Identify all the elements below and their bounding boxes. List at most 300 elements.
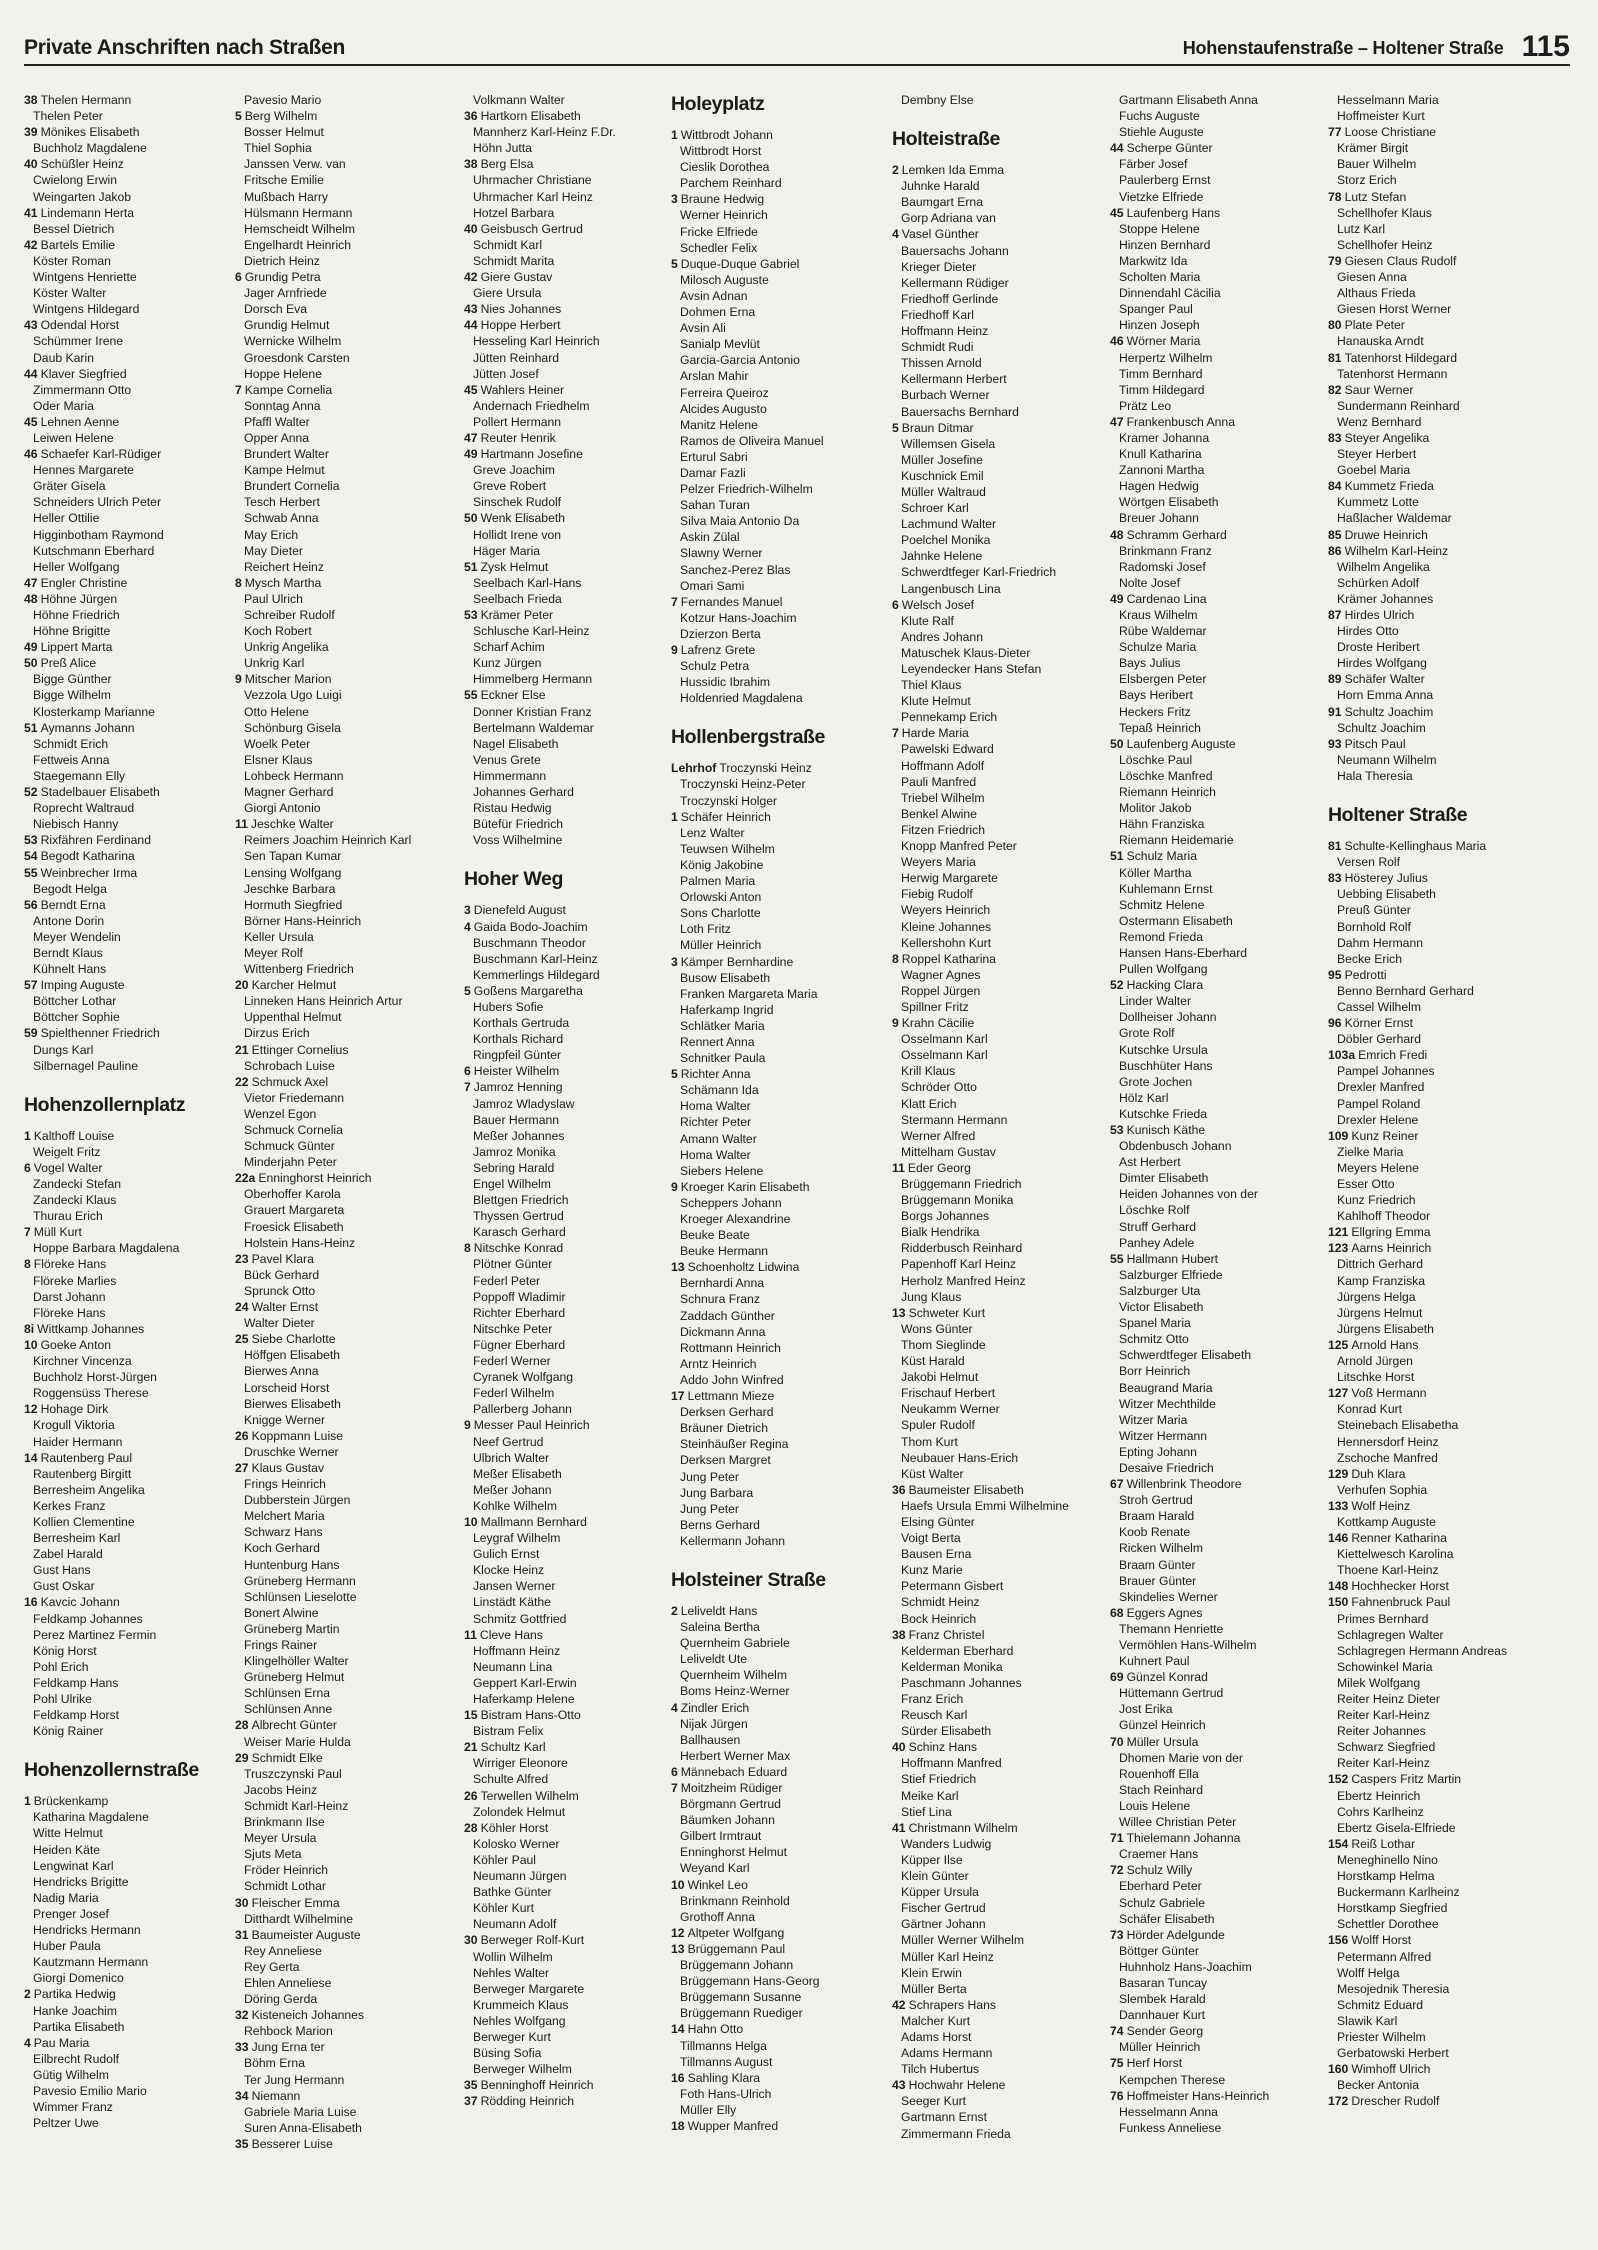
resident-entry: Nitschke Peter [473, 1321, 553, 1336]
house-number-entry [24, 832, 236, 848]
resident-name: Ellgring Emma [1351, 1225, 1431, 1240]
resident-entry: Dorsch Eva [244, 302, 307, 317]
house-number: 13 [892, 1305, 906, 1320]
resident-entry: Vermöhlen Hans-Wilhelm [1119, 1638, 1257, 1652]
resident-name: Schultz Joachim [1344, 704, 1434, 719]
resident-name: Wittbrodt Johann [680, 128, 773, 142]
house-number-entry [671, 1764, 883, 1780]
resident-entry: Homa Walter [680, 1099, 751, 1114]
house-number: 52 [1110, 978, 1124, 993]
house-number-entry [1110, 1251, 1322, 1267]
resident-entry: Triebel Wilhelm [901, 790, 985, 805]
house-number: 21 [464, 1740, 478, 1755]
resident-entry: Oder Maria [33, 398, 94, 413]
resident-entry: Damar Fazli [680, 465, 746, 480]
resident-name: Engler Christine [40, 575, 128, 590]
resident-entry: Hormuth Siegfried [244, 897, 343, 912]
resident-name: Brückenkamp [33, 1794, 109, 1809]
resident-entry: Steyer Herbert [1337, 447, 1417, 462]
resident-entry: Schlünsen Erna [244, 1686, 331, 1701]
resident-entry: Steinebach Elisabetha [1337, 1418, 1459, 1433]
resident-entry: Schmuck Cornelia [244, 1123, 343, 1137]
resident-entry: Klein Günter [901, 1869, 969, 1884]
resident-name: Voß Hermann [1351, 1386, 1427, 1401]
house-number: 49 [24, 640, 38, 655]
resident-entry: Dzierzon Berta [680, 626, 761, 641]
house-number-entry [464, 1417, 676, 1433]
resident-name: Dienefeld August [473, 903, 566, 918]
resident-entry: Bigge Günther [33, 672, 112, 687]
house-number-entry [464, 301, 676, 317]
resident-entry: Dietrich Heinz [244, 253, 320, 268]
house-number-entry [1110, 1122, 1322, 1138]
resident-entry: Böttcher Lothar [33, 994, 117, 1009]
resident-entry: Esser Otto [1337, 1177, 1395, 1191]
resident-entry: Alcides Augusto [680, 401, 767, 416]
resident-name: Arnold Hans [1351, 1337, 1419, 1352]
resident-name: Hartkorn Elisabeth [480, 109, 581, 124]
house-number: 43 [24, 318, 38, 333]
resident-name: Aymanns Johann [40, 720, 135, 735]
resident-entry: Sanchez-Perez Blas [680, 562, 791, 577]
resident-entry: Sonntag Anna [244, 398, 321, 413]
resident-entry: Neef Gertrud [473, 1434, 544, 1449]
resident-entry: Frings Rainer [244, 1638, 318, 1652]
house-number-entry [24, 2035, 236, 2051]
house-number-entry [24, 655, 236, 671]
house-number-entry [24, 237, 236, 253]
house-number-entry [1328, 317, 1540, 333]
resident-entry: Niebisch Hanny [33, 817, 119, 832]
house-number-entry [235, 1927, 447, 1943]
resident-entry: Bück Gerhard [244, 1267, 320, 1282]
house-number-entry [235, 1251, 447, 1267]
house-number: 42 [24, 237, 38, 252]
resident-name: Müll Kurt [33, 1225, 82, 1240]
resident-name: Cardenao Lina [1126, 591, 1207, 606]
house-number: 20 [235, 978, 249, 993]
resident-entry: Müller Karl Heinz [901, 1949, 994, 1964]
house-number-entry [1328, 1594, 1540, 1610]
resident-entry: Rey Gerta [244, 1959, 300, 1974]
resident-entry: Lenz Walter [680, 825, 745, 840]
house-number-entry [24, 124, 236, 140]
house-number-entry [892, 1997, 1104, 2013]
house-number-entry [1110, 1605, 1322, 1621]
house-number-entry [464, 446, 676, 462]
resident-entry: Ebertz Heinrich [1337, 1788, 1421, 1803]
house-number: 57 [24, 978, 38, 993]
resident-entry: Herbert Werner Max [680, 1748, 791, 1763]
house-number: 82 [1328, 382, 1342, 397]
resident-entry: Wons Günter [901, 1321, 973, 1336]
resident-entry: Sanialp Mevlüt [680, 337, 760, 352]
resident-entry: Meneghinello Nino [1337, 1852, 1438, 1867]
resident-name: Schüßler Heinz [40, 157, 124, 172]
house-number-entry [464, 919, 676, 935]
resident-name: Schulz Willy [1126, 1863, 1193, 1878]
resident-entry: Höhn Jutta [473, 141, 532, 156]
house-number: 8 [235, 575, 242, 590]
resident-entry: Cieslik Dorothea [680, 160, 770, 175]
resident-entry: Gorp Adriana van [901, 211, 996, 226]
house-number: 52 [24, 785, 38, 800]
resident-entry: Schlagregen Hermann Andreas [1337, 1643, 1508, 1658]
resident-entry: Kutschke Frieda [1119, 1106, 1208, 1121]
resident-entry: Victor Elisabeth [1119, 1300, 1204, 1315]
resident-entry: Küst Harald [901, 1354, 965, 1369]
resident-entry: Jütten Reinhard [473, 350, 560, 365]
house-number-entry [671, 1941, 883, 1957]
resident-entry: Federl Peter [473, 1273, 541, 1288]
resident-entry: Berns Gerhard [680, 1517, 760, 1532]
house-number: 71 [1110, 1831, 1124, 1846]
house-number-entry [1328, 1466, 1540, 1482]
house-number-entry [1328, 1771, 1540, 1787]
resident-name: Fernandes Manuel [680, 594, 783, 609]
resident-name: Enninghorst Heinrich [258, 1171, 372, 1186]
resident-entry: Köster Roman [33, 253, 111, 268]
resident-name: Braune Hedwig [680, 192, 765, 207]
resident-name: Reuter Henrik [480, 430, 556, 445]
house-number-entry [892, 162, 1104, 178]
resident-entry: Andernach Friedhelm [473, 398, 590, 413]
house-number-entry [24, 1256, 236, 1272]
house-number-entry [1328, 1498, 1540, 1514]
resident-name: Ettinger Cornelius [251, 1042, 349, 1057]
house-number: 12 [671, 1925, 685, 1940]
house-number-entry [24, 848, 236, 864]
resident-entry: Lohbeck Hermann [244, 768, 344, 783]
house-number: 1 [24, 1128, 31, 1143]
resident-entry: Börner Hans-Heinrich [244, 913, 362, 928]
resident-entry: Heiden Johannes von der [1119, 1187, 1258, 1202]
resident-entry: Kutschmann Eberhard [33, 543, 155, 558]
resident-entry: Dickmann Anna [680, 1324, 766, 1339]
resident-entry: Askin Zülal [680, 530, 740, 545]
resident-entry: Uhrmacher Christiane [473, 173, 592, 188]
resident-entry: Osselmann Karl [901, 1032, 988, 1047]
resident-entry: Riemann Heidemarie [1119, 833, 1234, 848]
resident-entry: Börgmann Gertrud [680, 1797, 781, 1812]
resident-entry: Koch Robert [244, 624, 312, 639]
resident-entry: Schreiber Rudolf [244, 608, 335, 622]
house-number: 50 [1110, 736, 1124, 751]
house-number-entry [1328, 607, 1540, 623]
resident-name: Troczynski Heinz [719, 761, 812, 776]
resident-entry: Goebel Maria [1337, 463, 1411, 478]
resident-name: Niemann [251, 2088, 301, 2103]
resident-entry: Brüggemann Monika [901, 1193, 1014, 1208]
house-number: 36 [892, 1482, 906, 1497]
house-number-entry [1328, 1240, 1540, 1256]
resident-entry: Berresheim Karl [33, 1531, 121, 1546]
resident-entry: Günzel Heinrich [1119, 1718, 1206, 1733]
house-number: 36 [464, 109, 478, 124]
resident-entry: Hoppe Barbara Magdalena [33, 1241, 180, 1256]
resident-name: Schäfer Heinrich [680, 809, 771, 824]
resident-entry: Buschhüter Hans [1119, 1058, 1213, 1073]
resident-entry: Suren Anna-Elisabeth [244, 2120, 362, 2135]
resident-entry: Krill Klaus [901, 1064, 956, 1079]
resident-name: Schinz Hans [908, 1740, 977, 1755]
resident-name: Plate Peter [1344, 318, 1405, 333]
resident-entry: Obdenbusch Johann [1119, 1139, 1232, 1154]
resident-entry: Schürken Adolf [1337, 575, 1419, 590]
resident-entry: Vietzke Elfriede [1119, 189, 1204, 204]
resident-entry: Rehbock Marion [244, 2024, 333, 2039]
resident-entry: Döbler Gerhard [1337, 1032, 1421, 1047]
house-number: 41 [24, 205, 38, 220]
resident-entry: Cassel Wilhelm [1337, 999, 1421, 1014]
resident-entry: Salzburger Uta [1119, 1283, 1201, 1298]
resident-name: Rautenberg Paul [40, 1450, 133, 1465]
resident-entry: Brinkmann Reinhold [680, 1893, 790, 1908]
resident-entry: Müller Berta [901, 1981, 967, 1996]
resident-entry: Timm Hildegard [1119, 382, 1205, 397]
resident-entry: Roggensüss Therese [33, 1386, 149, 1401]
resident-entry: Mußbach Harry [244, 189, 328, 204]
page-number: 115 [1521, 30, 1570, 63]
resident-entry: Bertelmann Waldemar [473, 720, 594, 735]
resident-entry: Meßer Elisabeth [473, 1466, 562, 1481]
resident-entry: Köster Walter [33, 286, 107, 301]
resident-entry: Schwab Anna [244, 511, 319, 526]
house-number-entry [464, 902, 676, 918]
resident-entry: Leyendecker Hans Stefan [901, 662, 1042, 676]
resident-entry: Frischauf Herbert [901, 1386, 996, 1401]
resident-name: Rödding Heinrich [480, 2094, 575, 2109]
house-number-entry [235, 1170, 447, 1186]
resident-entry: Witzer Maria [1119, 1412, 1188, 1427]
house-number-entry [1110, 2023, 1322, 2039]
directory-column [671, 92, 883, 2134]
resident-entry: Venus Grete [473, 752, 541, 767]
house-number-entry [1328, 671, 1540, 687]
resident-entry: Fiebig Rudolf [901, 887, 973, 902]
resident-name: Pitsch Paul [1344, 736, 1406, 751]
house-number: 32 [235, 2008, 249, 2023]
resident-entry: Schmidt Karl-Heinz [244, 1798, 349, 1813]
resident-entry: Gulich Ernst [473, 1547, 540, 1562]
house-number: 11 [464, 1627, 477, 1642]
house-number: 9 [671, 1179, 678, 1194]
resident-entry: Holstein Hans-Heinz [244, 1235, 356, 1250]
house-number-entry [1328, 124, 1540, 140]
resident-entry: Meyer Ursula [244, 1831, 317, 1846]
resident-name: Krämer Peter [480, 608, 554, 622]
resident-entry: Milek Wolfgang [1337, 1675, 1421, 1690]
resident-entry: Craemer Hans [1119, 1847, 1199, 1862]
resident-entry: Zolondek Helmut [473, 1804, 566, 1819]
house-number-entry [464, 983, 676, 999]
resident-entry: Siebers Helene [680, 1163, 764, 1178]
resident-entry: Slembek Harald [1119, 1992, 1206, 2007]
resident-name: Wittkamp Johannes [37, 1321, 145, 1336]
resident-entry: Kunz Jürgen [473, 656, 542, 671]
resident-entry: Pennekamp Erich [901, 710, 998, 725]
resident-name: Schramm Gerhard [1126, 527, 1227, 542]
resident-name: Hahn Otto [687, 2022, 744, 2037]
resident-entry: Jung Klaus [901, 1289, 962, 1304]
house-number: 31 [235, 1927, 249, 1942]
resident-entry: Giorgi Domenico [33, 1971, 124, 1986]
resident-name: Schaefer Karl-Rüdiger [40, 447, 162, 462]
resident-entry: Hanke Joachim [33, 2003, 117, 2018]
resident-name: Gaida Bodo-Joachim [473, 919, 588, 934]
resident-entry: Parchem Reinhard [680, 176, 782, 191]
resident-entry: Jung Peter [680, 1501, 739, 1516]
resident-name: Saur Werner [1344, 382, 1414, 397]
resident-entry: Neubauer Hans-Erich [901, 1450, 1019, 1465]
house-number-entry [671, 594, 883, 610]
house-number-entry [235, 816, 447, 832]
resident-name: Bartels Emilie [40, 237, 116, 252]
house-number: 26 [464, 1788, 478, 1803]
resident-name: Männebach Eduard [680, 1764, 788, 1779]
resident-entry: Krogull Viktoria [33, 1418, 115, 1433]
resident-entry: Rey Anneliese [244, 1943, 322, 1958]
resident-entry: Hansen Hans-Eberhard [1119, 945, 1248, 960]
house-number-entry [671, 1179, 883, 1195]
house-number: 4 [464, 919, 471, 934]
resident-entry: Poelchel Monika [901, 533, 991, 548]
house-number-entry [671, 1066, 883, 1082]
resident-name: Flöreke Hans [33, 1257, 107, 1272]
house-number: 7 [671, 1781, 678, 1795]
house-number-entry [464, 1788, 676, 1804]
house-number-entry [24, 1450, 236, 1466]
directory-column [1328, 92, 1540, 2109]
resident-entry: Konrad Kurt [1337, 1402, 1403, 1417]
resident-name: Berg Elsa [480, 157, 534, 172]
house-number-entry [892, 420, 1104, 436]
resident-entry: Hoppe Helene [244, 366, 322, 381]
resident-entry: Hennes Margarete [33, 463, 134, 478]
resident-entry: Hubers Sofie [473, 999, 544, 1014]
resident-entry: Weigelt Fritz [33, 1144, 101, 1159]
resident-entry: Kautzmann Hermann [33, 1955, 149, 1970]
resident-name: Lutz Stefan [1344, 189, 1407, 204]
resident-entry: Weiser Marie Hulda [244, 1734, 351, 1749]
resident-name: Hösterey Julius [1344, 871, 1428, 886]
house-number-entry [892, 1739, 1104, 1755]
resident-entry: Thiel Klaus [901, 678, 962, 693]
house-number-entry [464, 108, 676, 124]
house-number: 87 [1328, 608, 1342, 622]
resident-entry: Meßer Johann [473, 1482, 552, 1497]
house-number: 51 [464, 559, 478, 574]
resident-name: Hirdes Ulrich [1344, 608, 1415, 622]
resident-entry: Sundermann Reinhard [1337, 398, 1460, 413]
resident-entry: Franz Erich [901, 1692, 964, 1706]
resident-entry: Grundig Helmut [244, 318, 330, 333]
resident-entry: Giesen Horst Werner [1337, 302, 1452, 317]
resident-entry: Cyranek Wolfgang [473, 1370, 574, 1385]
resident-entry: Walter Dieter [244, 1316, 315, 1331]
house-number-entry [235, 2136, 447, 2152]
resident-entry: Müller Waltraud [901, 484, 986, 499]
resident-entry: Jeschke Barbara [244, 881, 336, 896]
resident-entry: Köhler Kurt [473, 1901, 534, 1916]
resident-entry: Weyers Heinrich [901, 903, 991, 918]
resident-name: Berg Wilhelm [244, 109, 318, 124]
house-number: 22 [235, 1074, 249, 1089]
resident-name: Leliveldt Hans [680, 1603, 758, 1618]
house-number-entry [1110, 1830, 1322, 1846]
resident-name: Mönikes Elisabeth [40, 125, 140, 140]
resident-entry: Drexler Manfred [1337, 1080, 1425, 1095]
house-number-entry [235, 1460, 447, 1476]
resident-name: Heister Wilhelm [473, 1064, 560, 1079]
house-number-entry [464, 269, 676, 285]
resident-entry: Bauersachs Bernhard [901, 404, 1019, 419]
resident-entry: Osselmann Karl [901, 1048, 988, 1063]
resident-entry: Neumann Wilhelm [1337, 752, 1437, 767]
resident-entry: Fettweis Anna [33, 752, 110, 767]
house-number-entry [671, 642, 883, 658]
house-number: 53 [464, 608, 478, 622]
resident-name: Weinbrecher Irma [40, 865, 138, 880]
resident-name: Rixfähren Ferdinand [40, 833, 151, 848]
resident-name: Geisbusch Gertrud [480, 221, 583, 236]
resident-entry: Jamroz Monika [473, 1144, 556, 1159]
resident-name: Wimhoff Ulrich [1351, 2062, 1431, 2077]
resident-entry: Haefs Ursula Emmi Wilhelmine [901, 1498, 1069, 1513]
house-number: 43 [892, 2078, 906, 2093]
resident-entry: Ehlen Anneliese [244, 1975, 332, 1990]
resident-entry: Flöreke Hans [33, 1305, 106, 1320]
house-number-entry [24, 205, 236, 221]
resident-name: Fleischer Emma [251, 1895, 340, 1910]
house-number: 109 [1328, 1128, 1349, 1143]
resident-entry: Elsner Klaus [244, 752, 313, 767]
resident-entry: Dimter Elisabeth [1119, 1171, 1209, 1186]
house-number: 15 [464, 1708, 478, 1723]
resident-entry: Wimmer Franz [33, 2100, 113, 2115]
house-number-entry [464, 2093, 676, 2109]
resident-name: Moitzheim Rüdiger [680, 1781, 783, 1795]
resident-entry: Zabel Harald [33, 1547, 103, 1562]
resident-name: Kalthoff Louise [33, 1128, 115, 1143]
resident-entry: Lorscheid Horst [244, 1380, 330, 1395]
resident-entry: Becke Erich [1337, 951, 1403, 966]
house-number: 125 [1328, 1337, 1349, 1352]
resident-entry: Hesselmann Maria [1337, 93, 1439, 107]
directory-column [24, 92, 236, 2131]
resident-entry: Bornhold Rolf [1337, 919, 1411, 934]
house-number: 95 [1328, 967, 1342, 982]
resident-name: Scherpe Günter [1126, 141, 1213, 156]
house-number-entry [1328, 1932, 1540, 1948]
house-number-entry [24, 1224, 236, 1240]
house-number: 24 [235, 1300, 249, 1315]
resident-entry: Berweger Kurt [473, 2029, 551, 2044]
house-number-entry [671, 1877, 883, 1893]
resident-entry: Rottmann Heinrich [680, 1340, 781, 1355]
resident-entry: Kolosko Werner [473, 1836, 560, 1851]
resident-entry: Dohmen Erna [680, 305, 756, 320]
resident-entry: Spanel Maria [1119, 1316, 1191, 1331]
resident-entry: Basaran Tuncay [1119, 1975, 1208, 1990]
house-number: 9 [892, 1016, 899, 1031]
resident-name: Mallmann Bernhard [480, 1514, 587, 1529]
resident-entry: Kerkes Franz [33, 1498, 106, 1513]
resident-entry: Ramos de Oliveira Manuel [680, 433, 824, 448]
resident-entry: Nagel Elisabeth [473, 736, 559, 751]
house-number-entry [464, 221, 676, 237]
resident-entry: Loth Fritz [680, 922, 731, 937]
